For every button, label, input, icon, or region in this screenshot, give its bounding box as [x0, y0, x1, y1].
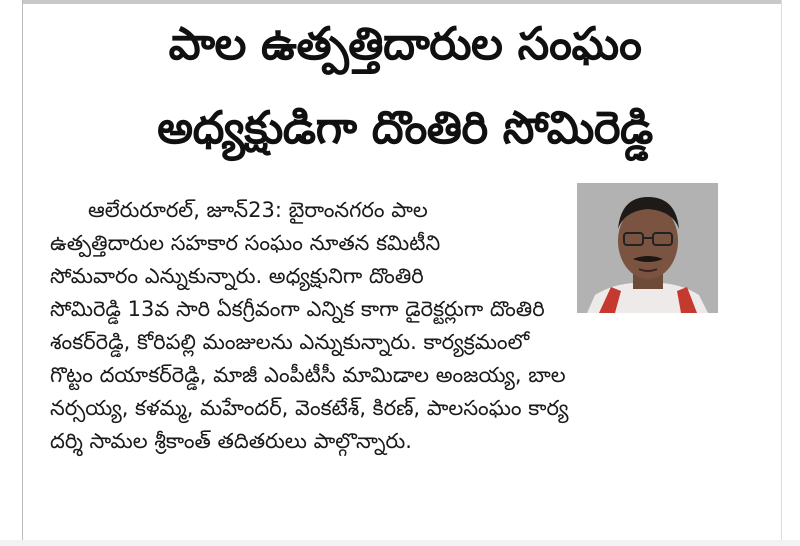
body-line-2: ఉత్పత్తిదారుల సహకార సంఘం నూతన కమిటీని [50, 231, 441, 255]
body-line-4: సోమిరెడ్డి 13వ సారి ఏకగ్రీవంగా ఎన్నిక కాగా డైరెక్టర్లుగా దొంతిరి [50, 297, 545, 321]
bottom-edge [0, 540, 800, 546]
body-line-7: నర్సయ్య, కళమ్మ, మహేందర్, వెంకటేశ్, కిరణ్, పాలసంఘం కార్య [50, 396, 569, 420]
headline-line-2: అధ్యక్షుడిగా దొంతిరి సోమిరెడ్డి [157, 101, 653, 154]
headline-line-1: పాల ఉత్పత్తిదారుల సంఘం [168, 17, 642, 70]
body-line-6: గొట్టం దయాకర్‌రెడ్డి, మాజీ ఎంపీటీసీ మామిడాల అంజయ్య, బాల [50, 363, 566, 387]
body-line-5: శంకర్‌రెడ్డి, కోరిపల్లి మంజులను ఎన్నుకున్నారు. కార్యక్రమంలో [50, 330, 530, 354]
left-column-rule [22, 0, 23, 546]
body-line-8: దర్శి సామల శ్రీకాంత్ తదితరులు పాల్గొన్నారు. [50, 429, 412, 453]
body-line-1: ఆలేరురూరల్, జూన్23: బైరాంనగరం పాల [88, 198, 428, 222]
body-line-3: సోమవారం ఎన్నుకున్నారు. అధ్యక్షునిగా దొంతిరి [50, 264, 424, 288]
top-border-rule [22, 0, 782, 4]
right-column-rule [781, 0, 782, 546]
article-body [50, 194, 725, 458]
